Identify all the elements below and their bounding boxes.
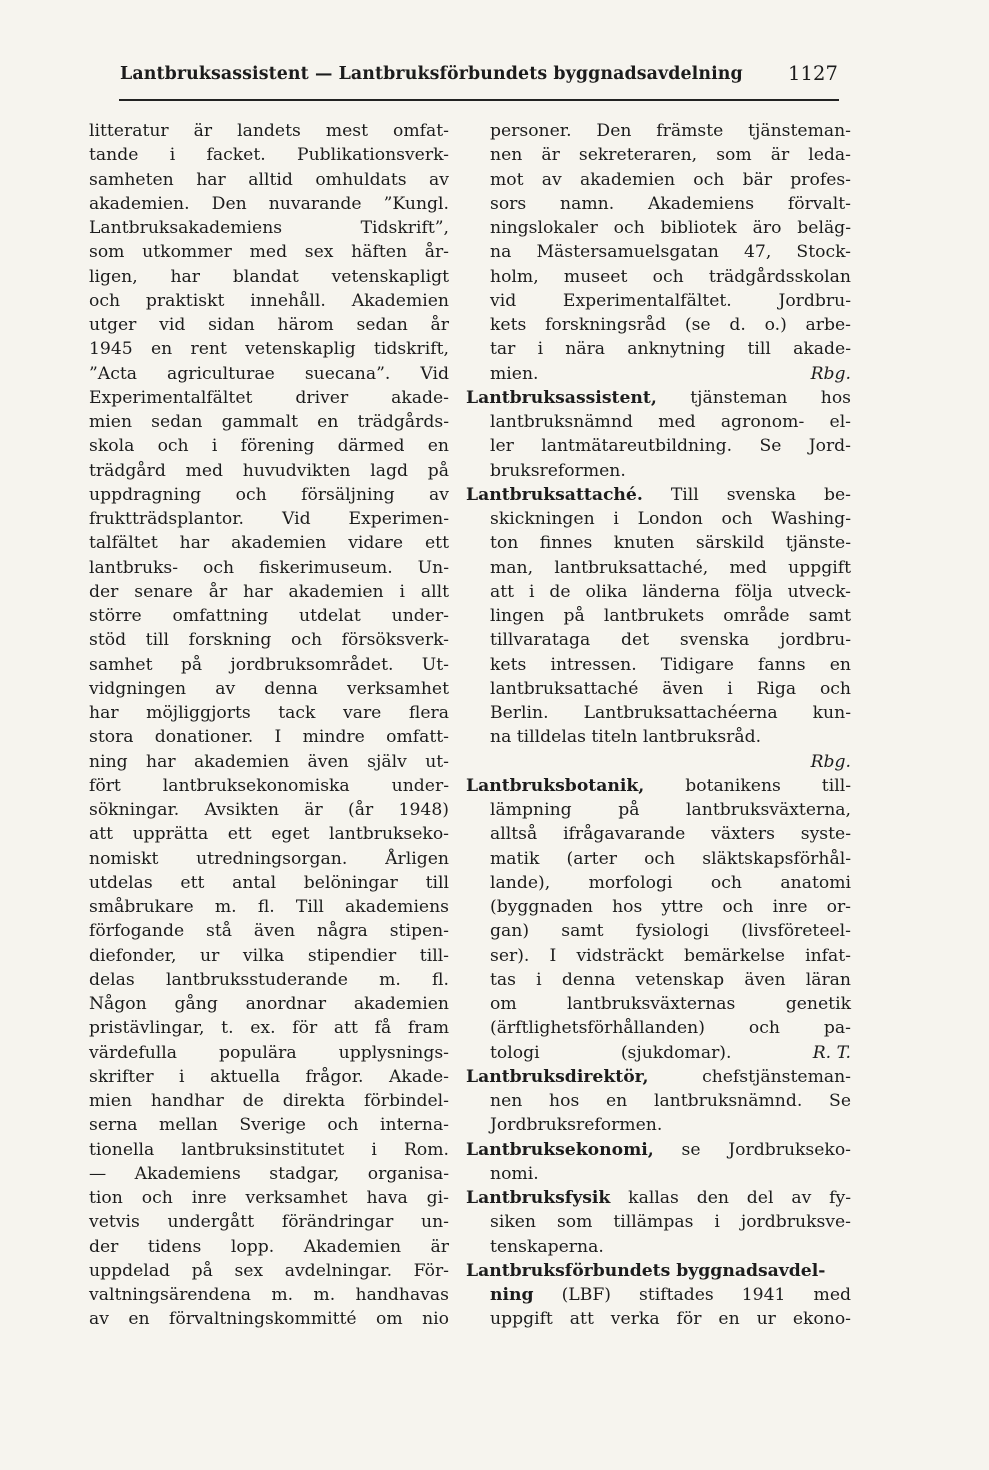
text-line: trädgård med huvudvikten lagd på <box>89 460 449 481</box>
text-line: litteratur är landets mest omfat- <box>89 121 449 141</box>
dictionary-entry-lantbruksbotanik <box>466 774 851 1065</box>
text-line: stöd till forskning och försöksverk- <box>89 630 449 651</box>
text-line: — Akademiens stadgar, organisa- <box>89 1163 449 1184</box>
text-line: tionella lantbruksinstitutet i Rom. <box>89 1139 449 1160</box>
text-line: sökningar. Avsikten är (år 1948) <box>89 800 449 820</box>
text-line: vidgningen av denna verksamhet <box>89 678 449 699</box>
text-line: tande i facket. Publikationsverk- <box>89 145 449 166</box>
text-line: tenskaperna. <box>490 1236 604 1257</box>
text-line: gan) samt fysiologi (livsföreteel- <box>490 921 851 942</box>
text-line: Berlin. Lantbruksattachéerna kun- <box>490 703 851 723</box>
text-line: att upprätta ett eget lantbrukseko- <box>89 824 449 845</box>
text-line: vid Experimentalfältet. Jordbru- <box>490 290 851 311</box>
entry-text: kallas den del av fy- <box>628 1188 851 1208</box>
text-line: nen är sekreteraren, som är leda- <box>490 145 851 166</box>
text-line: nen hos en lantbruksnämnd. Se <box>490 1091 851 1111</box>
text-line: Lantbruksakademiens Tidskrift”, <box>89 218 449 238</box>
text-line: har möjliggjorts tack vare flera <box>89 703 449 723</box>
header-rule <box>119 99 839 101</box>
text-line: uppdelad på sex avdelningar. För- <box>89 1260 449 1281</box>
text-line: utdelas ett antal belöningar till <box>89 872 449 893</box>
text-line: man, lantbruksattaché, med uppgift <box>490 557 851 578</box>
text-line: kets forskningsråd (se d. o.) arbe- <box>490 315 851 335</box>
text-line: delas lantbruksstuderande m. fl. <box>89 969 449 990</box>
text-line: holm, museet och trädgårdsskolan <box>490 266 851 287</box>
text-line: uppgift att verka för en ur ekono- <box>490 1309 851 1330</box>
text-line: ligen, har blandat vetenskapligt <box>89 266 449 287</box>
text-line: mot av akademien och bär profes- <box>490 169 851 190</box>
text-line-with-signature <box>490 1041 851 1065</box>
dictionary-entry-lantbruksattache <box>466 483 851 774</box>
text-line: nomi. <box>490 1163 539 1184</box>
text-line: värdefulla populära upplysnings- <box>89 1042 449 1063</box>
text-line: tar i nära anknytning till akade- <box>490 339 851 360</box>
text-line: skickningen i London och Washing- <box>490 509 851 529</box>
text-line: alltså ifrågavarande växters syste- <box>490 824 851 845</box>
text-line: der tidens lopp. Akademien är <box>89 1236 449 1257</box>
text-line: bruksreformen. <box>490 460 626 481</box>
dictionary-entry-lantbruksekonomi <box>466 1138 851 1187</box>
entry-continuation <box>466 119 851 386</box>
text-line: småbrukare m. fl. Till akademiens <box>89 897 449 917</box>
entry-first-line <box>466 1186 851 1210</box>
entry-first-line <box>466 386 851 410</box>
text-line: och praktiskt innehåll. Akademien <box>89 290 449 311</box>
text-line: talfältet har akademien vidare ett <box>89 533 449 554</box>
text-line: om lantbruksväxternas genetik <box>490 994 851 1014</box>
entry-first-line <box>466 1138 851 1162</box>
text-line: nomiskt utredningsorgan. Årligen <box>89 848 449 869</box>
text-line: na tilldelas titeln lantbruksråd. <box>490 727 762 748</box>
text-line: ”Acta agriculturae suecana”. Vid <box>89 363 449 384</box>
entry-text: botanikens till- <box>685 775 852 796</box>
author-signature: R. T. <box>812 1042 851 1063</box>
text-line: diefonder, ur vilka stipendier till- <box>89 945 449 966</box>
text-line: der senare år har akademien i allt <box>89 581 449 602</box>
text-line: utger vid sidan härom sedan år <box>89 315 449 335</box>
entry-term: Lantbruksfysik <box>466 1188 611 1208</box>
dictionary-entry-lantbruksfysik <box>466 1186 851 1259</box>
entry-term: Lantbruksekonomi, <box>466 1139 654 1160</box>
text-fragment: tologi (sjukdomar). <box>490 1042 732 1063</box>
text-line: akademien. Den nuvarande ”Kungl. <box>89 193 449 214</box>
text-line: ton finnes knuten särskild tjänste- <box>490 533 851 554</box>
author-signature: Rbg. <box>810 751 851 772</box>
text-line: pristävlingar, t. ex. för att få fram <box>89 1018 449 1039</box>
text-line: lantbruksnämnd med agronom- el- <box>490 412 851 432</box>
dictionary-entry-lantbruksassistent <box>466 386 851 483</box>
text-line: att i de olika länderna följa utveck- <box>490 581 851 602</box>
entry-term: Lantbruksförbundets byggnadsavdel- <box>466 1260 826 1281</box>
entry-text: Till svenska be- <box>670 484 851 505</box>
entry-term: Lantbruksattaché. <box>466 484 643 505</box>
dictionary-entry-lantbruksforbundets-byggnadsavdelning <box>466 1259 851 1332</box>
text-line: na Mästersamuelsgatan 47, Stock- <box>490 242 851 263</box>
header-title: Lantbruksassistent — Lantbruksförbundets byggnadsavdelning <box>120 64 743 84</box>
entry-first-line <box>466 1259 851 1283</box>
text-line: ningslokaler och bibliotek äro beläg- <box>490 218 851 238</box>
entry-text: tjänsteman hos <box>690 387 851 408</box>
author-signature: Rbg. <box>810 363 851 384</box>
entry-term: Lantbruksdirektör, <box>466 1066 649 1087</box>
entry-term: Lantbruksassistent, <box>466 387 657 408</box>
text-line: lantbruksattaché även i Riga och <box>490 678 851 699</box>
text-fragment: mien. <box>490 363 539 384</box>
entry-text: (LBF) stiftades 1941 med <box>561 1285 851 1305</box>
text-line <box>490 1283 851 1307</box>
text-line: Jordbruksreformen. <box>490 1115 663 1136</box>
entry-text: chefstjänsteman- <box>702 1066 851 1087</box>
text-line: fruktträdsplantor. Vid Experimen- <box>89 509 449 529</box>
text-line: ser). I vidsträckt bemärkelse infat- <box>490 945 851 966</box>
text-line: Någon gång anordnar akademien <box>89 994 449 1014</box>
running-header <box>120 64 838 96</box>
text-line: (byggnaden hos yttre och inre or- <box>490 897 851 917</box>
text-line: personer. Den främste tjänsteman- <box>490 121 851 141</box>
text-line: fört lantbruksekonomiska under- <box>89 775 449 796</box>
text-line: ler lantmätareutbildning. Se Jord- <box>490 436 851 457</box>
text-line: skrifter i aktuella frågor. Akade- <box>89 1066 449 1087</box>
text-line: lande), morfologi och anatomi <box>490 872 851 893</box>
page-number: 1127 <box>787 62 838 85</box>
entry-first-line <box>466 483 851 507</box>
text-line: vetvis undergått förändringar un- <box>89 1212 449 1233</box>
text-line: matik (arter och släktskapsförhål- <box>490 848 851 869</box>
text-line: lämpning på lantbruksväxterna, <box>490 800 851 820</box>
text-line: större omfattning utdelat under- <box>89 606 449 626</box>
entry-first-line <box>466 1065 851 1089</box>
text-line: lingen på lantbrukets område samt <box>490 606 851 626</box>
text-line-with-signature <box>490 362 851 386</box>
text-line: tas i denna vetenskap även läran <box>490 969 851 990</box>
right-column <box>466 119 851 1332</box>
entry-term-continuation: ning <box>490 1285 534 1305</box>
text-line: som utkommer med sex häften år- <box>89 242 449 263</box>
left-column <box>89 119 449 1332</box>
text-line: samhet på jordbruksområdet. Ut- <box>89 654 449 675</box>
signature-line <box>490 750 851 774</box>
text-line: samheten har alltid omhuldats av <box>89 169 449 190</box>
text-line: lantbruks- och fiskerimuseum. Un- <box>89 557 449 578</box>
text-line: skola och i förening därmed en <box>89 436 449 457</box>
text-line: mien handhar de direkta förbindel- <box>89 1091 449 1111</box>
text-line: kets intressen. Tidigare fanns en <box>490 654 851 675</box>
text-line: Experimentalfältet driver akade- <box>89 387 449 408</box>
text-line: mien sedan gammalt en trädgårds- <box>89 412 449 432</box>
dictionary-entry-lantbruksdirektor <box>466 1065 851 1138</box>
text-line: 1945 en rent vetenskaplig tidskrift, <box>89 339 449 360</box>
text-line: uppdragning och försäljning av <box>89 484 449 505</box>
text-line: serna mellan Sverige och interna- <box>89 1115 449 1136</box>
text-line: förfogande stå även några stipen- <box>89 921 449 942</box>
text-line: tion och inre verksamhet hava gi- <box>89 1188 449 1208</box>
text-line: av en förvaltningskommitté om nio <box>89 1309 449 1330</box>
text-line: valtningsärendena m. m. handhavas <box>89 1285 449 1305</box>
text-line: siken som tillämpas i jordbruksve- <box>490 1212 851 1233</box>
text-line: sors namn. Akademiens förvalt- <box>490 193 851 214</box>
entry-term: Lantbruksbotanik, <box>466 775 645 796</box>
entry-first-line <box>466 774 851 798</box>
text-line: ning har akademien även själv ut- <box>89 751 449 772</box>
text-line: stora donationer. I mindre omfatt- <box>89 727 449 748</box>
text-line: (ärftlighetsförhållanden) och pa- <box>490 1018 851 1039</box>
entry-text: se Jordbrukseko- <box>681 1139 851 1160</box>
text-line: tillvaratagа det svenska jordbru- <box>490 630 851 651</box>
